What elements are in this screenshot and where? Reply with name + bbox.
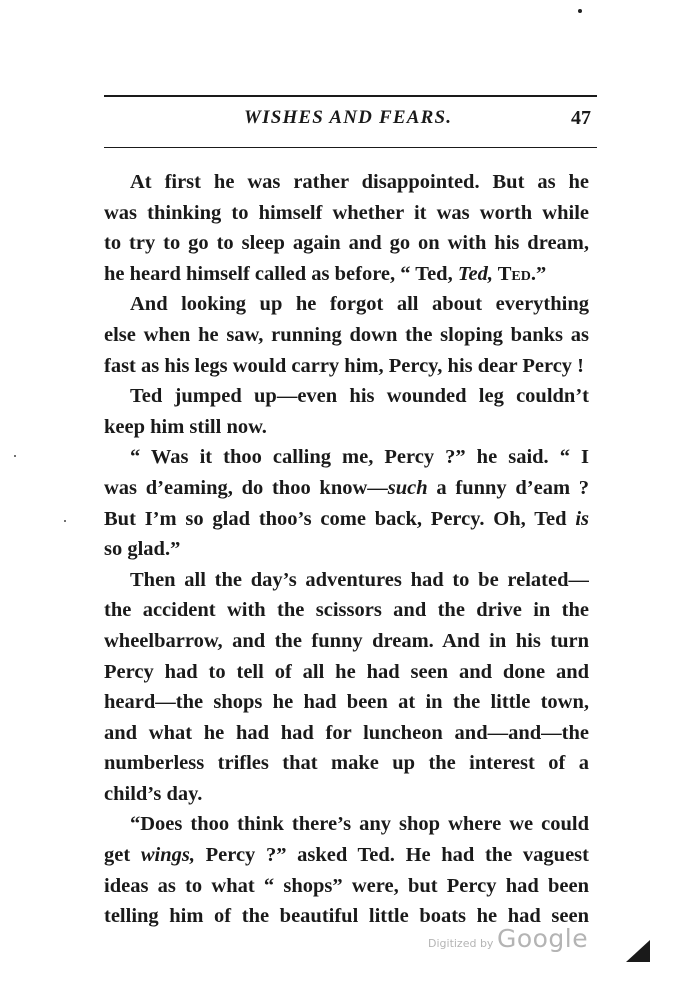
text-line: Then all the day’s adventures had to be related— (130, 568, 589, 591)
body-text (104, 167, 589, 932)
text-line: Ted jumped up—even his wounded leg couldn’t (130, 385, 589, 408)
text-line: wheelbarrow, and the funny dream. And in his turn (104, 629, 589, 652)
ink-speck (14, 455, 16, 457)
text-line: At first he was rather disappointed. But as he (130, 171, 589, 193)
text-line: And looking up he forgot all about everything (130, 293, 589, 316)
italic-text: such (387, 476, 428, 499)
text-line: the accident with the scissors and the drive in the (104, 599, 589, 622)
watermark-prefix: Digitized by (428, 937, 497, 950)
text-line: else when he saw, running down the sloping banks as (104, 323, 589, 346)
text-line: keep him still now. (104, 415, 267, 438)
italic-text: wings, (140, 844, 195, 867)
google-logo-text: Google (496, 924, 589, 953)
text-line: he heard himself called as before, “ Ted, Ted, Ted.” (104, 262, 547, 285)
running-head (104, 107, 597, 133)
digitized-by-google-watermark (428, 924, 588, 953)
text-line: numberless trifles that make up the interest of a (104, 752, 589, 775)
page-corner-mark (626, 940, 650, 962)
text-line: was d’eaming, do thoo know—such a funny d’eam ? (104, 476, 589, 499)
text-line: telling him of the beautiful little boats he had seen (104, 905, 589, 928)
header-bottom-rule (104, 147, 597, 148)
text-line: to try to go to sleep again and go on with his dream, (104, 232, 589, 255)
text-line: “Does thoo think there’s any shop where we could (130, 813, 589, 836)
text-line: child’s day. (104, 782, 203, 805)
italic-text: is (575, 507, 589, 530)
text-line: heard—the shops he had been at in the little town, (104, 691, 589, 714)
ink-dot (578, 9, 582, 13)
running-title: WISHES AND FEARS. (244, 107, 453, 128)
text-line: Percy had to tell of all he had seen and done and (104, 660, 589, 683)
page-number: 47 (571, 107, 591, 129)
ink-speck (64, 520, 66, 522)
text-line: so glad.” (104, 538, 181, 561)
text-line: ideas as to what “ shops” were, but Percy had been (104, 874, 589, 897)
text-line: get wings, Percy ?” asked Ted. He had the vaguest (104, 844, 589, 867)
text-line: was thinking to himself whether it was worth while (104, 201, 589, 224)
text-line: “ Was it thoo calling me, Percy ?” he said. “ I (130, 446, 589, 469)
italic-text: Ted, (457, 262, 493, 285)
header-top-rule (104, 95, 597, 97)
text-line: fast as his legs would carry him, Percy, his dear Percy ! (104, 354, 584, 377)
text-line: But I’m so glad thoo’s come back, Percy. Oh, Ted is (104, 507, 589, 530)
text-line: and what he had had for luncheon and—and—the (104, 721, 589, 744)
